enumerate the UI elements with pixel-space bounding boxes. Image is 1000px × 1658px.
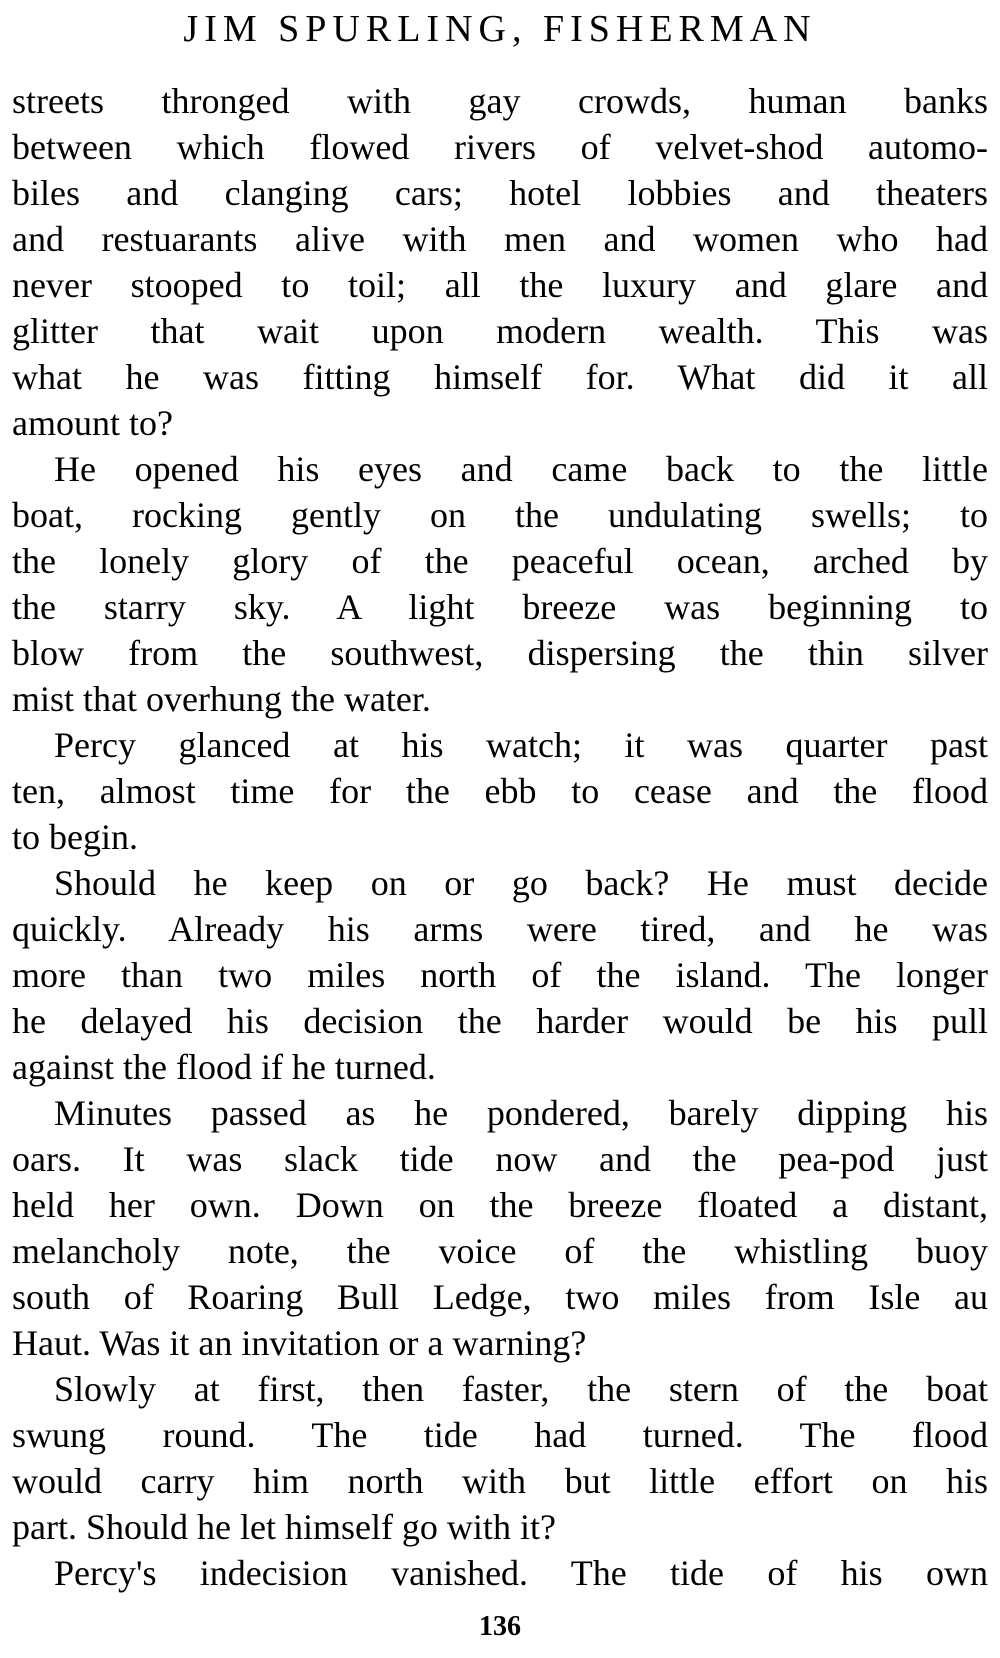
text-line: what he was fitting himself for. What did it all xyxy=(12,357,988,397)
book-page xyxy=(12,0,988,1658)
text-line: boat, rocking gently on the undulating swells; to xyxy=(12,495,988,535)
text-line: Should he keep on or go back? He must decide xyxy=(54,863,988,903)
page-number: 136 xyxy=(479,1611,521,1642)
text-line: never stooped to toil; all the luxury and glare and xyxy=(12,265,988,305)
text-line: he delayed his decision the harder would be his pull xyxy=(12,1001,988,1041)
text-line: held her own. Down on the breeze floated a distant, xyxy=(12,1185,988,1225)
text-line: part. Should he let himself go with it? xyxy=(12,1507,556,1547)
running-head: JIM SPURLING, FISHERMAN xyxy=(183,8,817,50)
text-line: biles and clanging cars; hotel lobbies and theaters xyxy=(12,173,988,213)
text-line: the lonely glory of the peaceful ocean, arched by xyxy=(12,541,988,581)
text-line: melancholy note, the voice of the whistling buoy xyxy=(12,1231,988,1271)
text-line: blow from the southwest, dispersing the thin silver xyxy=(12,633,988,673)
text-line: between which flowed rivers of velvet-shod automo- xyxy=(12,127,988,167)
body-text xyxy=(12,78,988,1596)
text-line: glitter that wait upon modern wealth. This was xyxy=(12,311,988,351)
text-line: the starry sky. A light breeze was beginning to xyxy=(12,587,988,627)
text-line: Percy's indecision vanished. The tide of his own xyxy=(54,1553,988,1593)
text-line: Percy glanced at his watch; it was quarter past xyxy=(54,725,988,765)
text-line: quickly. Already his arms were tired, and he was xyxy=(12,909,988,949)
text-line: oars. It was slack tide now and the pea-pod just xyxy=(12,1139,988,1179)
text-line: Slowly at first, then faster, the stern of the boat xyxy=(54,1369,988,1409)
text-line: Haut. Was it an invitation or a warning? xyxy=(12,1323,587,1363)
text-line: ten, almost time for the ebb to cease and the flood xyxy=(12,771,988,811)
text-line: would carry him north with but little effort on his xyxy=(12,1461,988,1501)
text-line: south of Roaring Bull Ledge, two miles from Isle au xyxy=(12,1277,988,1317)
text-line: streets thronged with gay crowds, human banks xyxy=(12,81,988,121)
text-line: more than two miles north of the island. The longer xyxy=(12,955,988,995)
text-line: mist that overhung the water. xyxy=(12,679,431,719)
text-line: swung round. The tide had turned. The flood xyxy=(12,1415,988,1455)
text-line: He opened his eyes and came back to the little xyxy=(54,449,988,489)
text-line: and restuarants alive with men and women who had xyxy=(12,219,988,259)
text-line: against the flood if he turned. xyxy=(12,1047,436,1087)
text-line: to begin. xyxy=(12,817,138,857)
text-line: Minutes passed as he pondered, barely dipping his xyxy=(54,1093,988,1133)
text-line: amount to? xyxy=(12,403,173,443)
